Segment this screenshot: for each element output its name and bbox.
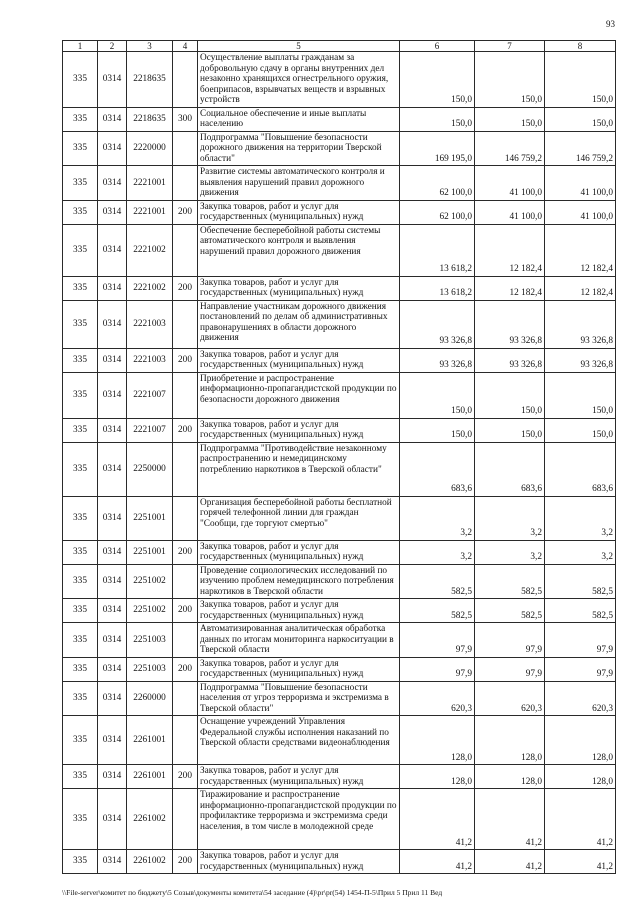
cell-code-expense-type <box>173 224 198 276</box>
cell-amount-year-3: 3,2 <box>545 496 616 540</box>
cell-code-expense-type: 200 <box>173 540 198 564</box>
cell-description: Закупка товаров, работ и услуг для государственных (муниципальных) нужд <box>198 348 400 372</box>
cell-amount-year-2: 12 182,4 <box>475 224 545 276</box>
cell-description: Социальное обеспечение и иные выплаты населению <box>198 107 400 131</box>
cell-description: Подпрограмма "Повышение безопасности населения от угроз терроризма и экстремизма в Тверской области" <box>198 681 400 716</box>
cell-amount-year-3: 683,6 <box>545 442 616 496</box>
cell-code-target: 2261001 <box>127 716 173 765</box>
cell-description: Закупка товаров, работ и услуг для государственных (муниципальных) нужд <box>198 765 400 789</box>
cell-code-expense-type <box>173 442 198 496</box>
page-number: 93 <box>606 19 615 29</box>
cell-code-target: 2251001 <box>127 540 173 564</box>
cell-code-admin: 335 <box>63 418 98 442</box>
cell-description: Закупка товаров, работ и услуг для государственных (муниципальных) нужд <box>198 850 400 874</box>
cell-code-section: 0314 <box>98 599 127 623</box>
cell-amount-year-1: 150,0 <box>400 418 475 442</box>
table-row <box>63 765 616 789</box>
table-row <box>63 716 616 765</box>
cell-amount-year-2: 12 182,4 <box>475 276 545 300</box>
cell-amount-year-3: 97,9 <box>545 623 616 658</box>
cell-amount-year-2: 128,0 <box>475 765 545 789</box>
cell-amount-year-2: 41,2 <box>475 789 545 850</box>
cell-description: Закупка товаров, работ и услуг для государственных (муниципальных) нужд <box>198 418 400 442</box>
cell-code-section: 0314 <box>98 789 127 850</box>
cell-code-admin: 335 <box>63 540 98 564</box>
cell-amount-year-1: 683,6 <box>400 442 475 496</box>
cell-code-section: 0314 <box>98 442 127 496</box>
cell-code-admin: 335 <box>63 52 98 108</box>
table-row <box>63 623 616 658</box>
cell-description: Закупка товаров, работ и услуг для государственных (муниципальных) нужд <box>198 657 400 681</box>
cell-amount-year-3: 97,9 <box>545 657 616 681</box>
cell-amount-year-3: 582,5 <box>545 564 616 599</box>
cell-code-target: 2251003 <box>127 623 173 658</box>
cell-code-admin: 335 <box>63 276 98 300</box>
cell-amount-year-1: 3,2 <box>400 540 475 564</box>
cell-code-section: 0314 <box>98 623 127 658</box>
cell-code-target: 2251001 <box>127 496 173 540</box>
cell-description: Приобретение и распространение информационно-пропагандистской продукции по безопасности дорожного движения <box>198 372 400 418</box>
cell-code-section: 0314 <box>98 300 127 348</box>
cell-code-admin: 335 <box>63 765 98 789</box>
cell-code-section: 0314 <box>98 657 127 681</box>
cell-description: Подпрограмма "Противодействие незаконному распространению и немедицинскому потреблению наркотиков в Тверской области" <box>198 442 400 496</box>
cell-amount-year-3: 41 100,0 <box>545 200 616 224</box>
cell-amount-year-2: 582,5 <box>475 599 545 623</box>
cell-amount-year-1: 3,2 <box>400 496 475 540</box>
cell-code-target: 2221001 <box>127 200 173 224</box>
cell-amount-year-1: 169 195,0 <box>400 131 475 166</box>
cell-description: Оснащение учреждений Управления Федеральной службы исполнения наказаний по Тверской области средствами видеонаблюдения <box>198 716 400 765</box>
cell-code-expense-type: 300 <box>173 107 198 131</box>
column-header: 7 <box>475 41 545 52</box>
cell-code-admin: 335 <box>63 131 98 166</box>
table-row <box>63 107 616 131</box>
cell-code-target: 2221003 <box>127 300 173 348</box>
cell-description: Проведение социологических исследований по изучению проблем немедицинского потребления наркотиков в Тверской области <box>198 564 400 599</box>
cell-code-expense-type <box>173 681 198 716</box>
cell-amount-year-2: 3,2 <box>475 540 545 564</box>
cell-amount-year-1: 93 326,8 <box>400 348 475 372</box>
cell-amount-year-3: 12 182,4 <box>545 276 616 300</box>
cell-amount-year-3: 41,2 <box>545 789 616 850</box>
cell-amount-year-1: 62 100,0 <box>400 200 475 224</box>
cell-amount-year-1: 150,0 <box>400 372 475 418</box>
cell-code-section: 0314 <box>98 765 127 789</box>
cell-amount-year-2: 683,6 <box>475 442 545 496</box>
cell-code-target: 2221003 <box>127 348 173 372</box>
cell-amount-year-1: 150,0 <box>400 107 475 131</box>
cell-code-expense-type <box>173 789 198 850</box>
cell-amount-year-1: 97,9 <box>400 623 475 658</box>
cell-code-admin: 335 <box>63 681 98 716</box>
cell-amount-year-1: 62 100,0 <box>400 166 475 201</box>
cell-amount-year-3: 146 759,2 <box>545 131 616 166</box>
table-row <box>63 372 616 418</box>
column-header: 1 <box>63 41 98 52</box>
column-header: 2 <box>98 41 127 52</box>
cell-code-section: 0314 <box>98 418 127 442</box>
cell-code-admin: 335 <box>63 789 98 850</box>
cell-amount-year-3: 582,5 <box>545 599 616 623</box>
cell-description: Закупка товаров, работ и услуг для государственных (муниципальных) нужд <box>198 276 400 300</box>
cell-code-admin: 335 <box>63 496 98 540</box>
cell-code-section: 0314 <box>98 540 127 564</box>
cell-code-target: 2261001 <box>127 765 173 789</box>
cell-code-admin: 335 <box>63 599 98 623</box>
cell-amount-year-1: 41,2 <box>400 789 475 850</box>
cell-amount-year-1: 41,2 <box>400 850 475 874</box>
cell-code-expense-type <box>173 716 198 765</box>
cell-code-section: 0314 <box>98 131 127 166</box>
table-row <box>63 52 616 108</box>
cell-amount-year-2: 146 759,2 <box>475 131 545 166</box>
cell-code-target: 2251002 <box>127 564 173 599</box>
cell-code-expense-type: 200 <box>173 418 198 442</box>
cell-code-expense-type: 200 <box>173 200 198 224</box>
cell-code-expense-type: 200 <box>173 657 198 681</box>
table-row <box>63 200 616 224</box>
cell-code-expense-type <box>173 496 198 540</box>
cell-amount-year-1: 150,0 <box>400 52 475 108</box>
cell-amount-year-2: 93 326,8 <box>475 300 545 348</box>
cell-amount-year-3: 93 326,8 <box>545 348 616 372</box>
table-row <box>63 540 616 564</box>
cell-description: Осуществление выплаты гражданам за добровольную сдачу в органы внутренних дел незаконно хранящихся огнестрельного оружия, боеприпасов, взрывчатых веществ и взрывных устройств <box>198 52 400 108</box>
cell-code-admin: 335 <box>63 166 98 201</box>
cell-code-target: 2221001 <box>127 166 173 201</box>
cell-code-section: 0314 <box>98 348 127 372</box>
cell-code-section: 0314 <box>98 52 127 108</box>
cell-description: Обеспечение бесперебойной работы системы автоматического контроля и выявления нарушений правил дорожного движения <box>198 224 400 276</box>
cell-amount-year-3: 150,0 <box>545 107 616 131</box>
table-row <box>63 166 616 201</box>
table-row <box>63 348 616 372</box>
cell-description: Закупка товаров, работ и услуг для государственных (муниципальных) нужд <box>198 540 400 564</box>
cell-code-admin: 335 <box>63 657 98 681</box>
table-row <box>63 681 616 716</box>
cell-amount-year-3: 150,0 <box>545 418 616 442</box>
cell-code-admin: 335 <box>63 850 98 874</box>
cell-code-expense-type <box>173 131 198 166</box>
cell-code-section: 0314 <box>98 850 127 874</box>
cell-amount-year-2: 93 326,8 <box>475 348 545 372</box>
cell-code-target: 2221007 <box>127 418 173 442</box>
cell-amount-year-2: 150,0 <box>475 372 545 418</box>
cell-code-target: 2218635 <box>127 52 173 108</box>
cell-amount-year-3: 620,3 <box>545 681 616 716</box>
column-header: 6 <box>400 41 475 52</box>
file-path-footer: \\File-server\комитет по бюджету\5 Созыв\документы комитета\54 заседание (4)\pr\pr(54) 1454-П-5\Прил 5 Прил 11 Вед <box>62 888 443 897</box>
cell-code-admin: 335 <box>63 716 98 765</box>
cell-code-expense-type <box>173 166 198 201</box>
cell-code-target: 2261002 <box>127 789 173 850</box>
cell-amount-year-1: 128,0 <box>400 716 475 765</box>
cell-code-admin: 335 <box>63 442 98 496</box>
cell-code-admin: 335 <box>63 224 98 276</box>
cell-amount-year-3: 93 326,8 <box>545 300 616 348</box>
cell-code-admin: 335 <box>63 348 98 372</box>
cell-code-section: 0314 <box>98 681 127 716</box>
budget-table <box>62 40 616 874</box>
cell-code-target: 2221007 <box>127 372 173 418</box>
table-row <box>63 657 616 681</box>
cell-code-section: 0314 <box>98 716 127 765</box>
column-header: 8 <box>545 41 616 52</box>
table-row <box>63 564 616 599</box>
cell-amount-year-3: 150,0 <box>545 52 616 108</box>
cell-description: Тиражирование и распространение информационно-пропагандистской продукции по профилактике терроризма и экстремизма среди населения, в том числе в молодежной среде <box>198 789 400 850</box>
cell-code-section: 0314 <box>98 372 127 418</box>
cell-code-target: 2251002 <box>127 599 173 623</box>
cell-code-target: 2260000 <box>127 681 173 716</box>
header-row <box>63 41 616 52</box>
cell-amount-year-3: 128,0 <box>545 716 616 765</box>
cell-code-expense-type <box>173 300 198 348</box>
cell-amount-year-2: 41 100,0 <box>475 200 545 224</box>
cell-description: Закупка товаров, работ и услуг для государственных (муниципальных) нужд <box>198 200 400 224</box>
cell-amount-year-2: 97,9 <box>475 623 545 658</box>
cell-amount-year-2: 150,0 <box>475 107 545 131</box>
cell-amount-year-2: 128,0 <box>475 716 545 765</box>
cell-amount-year-3: 3,2 <box>545 540 616 564</box>
table-row <box>63 496 616 540</box>
cell-amount-year-2: 3,2 <box>475 496 545 540</box>
cell-amount-year-2: 582,5 <box>475 564 545 599</box>
cell-code-expense-type: 200 <box>173 765 198 789</box>
cell-code-expense-type <box>173 372 198 418</box>
cell-description: Развитие системы автоматического контроля и выявления нарушений правил дорожного движения <box>198 166 400 201</box>
cell-code-target: 2218635 <box>127 107 173 131</box>
cell-amount-year-1: 93 326,8 <box>400 300 475 348</box>
cell-code-expense-type <box>173 623 198 658</box>
cell-code-expense-type: 200 <box>173 850 198 874</box>
table-row <box>63 789 616 850</box>
table-row <box>63 442 616 496</box>
cell-code-target: 2221002 <box>127 276 173 300</box>
table-row <box>63 300 616 348</box>
cell-code-target: 2251003 <box>127 657 173 681</box>
cell-code-expense-type <box>173 564 198 599</box>
cell-code-expense-type: 200 <box>173 348 198 372</box>
cell-code-admin: 335 <box>63 623 98 658</box>
cell-code-section: 0314 <box>98 200 127 224</box>
cell-code-expense-type <box>173 52 198 108</box>
table-row <box>63 599 616 623</box>
cell-amount-year-1: 582,5 <box>400 564 475 599</box>
table-row <box>63 418 616 442</box>
cell-amount-year-2: 150,0 <box>475 418 545 442</box>
cell-amount-year-3: 128,0 <box>545 765 616 789</box>
column-header: 4 <box>173 41 198 52</box>
cell-code-admin: 335 <box>63 564 98 599</box>
cell-amount-year-1: 582,5 <box>400 599 475 623</box>
cell-description: Направление участникам дорожного движения постановлений по делам об административных правонарушениях в области дорожного движения <box>198 300 400 348</box>
cell-amount-year-1: 13 618,2 <box>400 276 475 300</box>
cell-code-admin: 335 <box>63 200 98 224</box>
cell-description: Закупка товаров, работ и услуг для государственных (муниципальных) нужд <box>198 599 400 623</box>
cell-code-target: 2220000 <box>127 131 173 166</box>
table-body <box>63 52 616 874</box>
cell-amount-year-1: 13 618,2 <box>400 224 475 276</box>
cell-code-section: 0314 <box>98 276 127 300</box>
cell-description: Автоматизированная аналитическая обработка данных по итогам мониторинга наркоситуации в Тверской области <box>198 623 400 658</box>
cell-code-admin: 335 <box>63 300 98 348</box>
cell-amount-year-3: 12 182,4 <box>545 224 616 276</box>
table-row <box>63 131 616 166</box>
cell-code-target: 2261002 <box>127 850 173 874</box>
table-row <box>63 224 616 276</box>
cell-code-target: 2250000 <box>127 442 173 496</box>
cell-code-section: 0314 <box>98 224 127 276</box>
cell-code-section: 0314 <box>98 166 127 201</box>
cell-amount-year-1: 128,0 <box>400 765 475 789</box>
cell-amount-year-1: 620,3 <box>400 681 475 716</box>
cell-amount-year-2: 41 100,0 <box>475 166 545 201</box>
cell-amount-year-1: 97,9 <box>400 657 475 681</box>
cell-amount-year-3: 41 100,0 <box>545 166 616 201</box>
cell-code-admin: 335 <box>63 372 98 418</box>
column-header: 5 <box>198 41 400 52</box>
cell-code-expense-type: 200 <box>173 276 198 300</box>
cell-code-section: 0314 <box>98 564 127 599</box>
cell-description: Подпрограмма "Повышение безопасности дорожного движения на территории Тверской области" <box>198 131 400 166</box>
cell-amount-year-3: 41,2 <box>545 850 616 874</box>
cell-description: Организация бесперебойной работы бесплатной горячей телефонной линии для граждан "Сообщи, где торгуют смертью" <box>198 496 400 540</box>
cell-amount-year-2: 97,9 <box>475 657 545 681</box>
cell-code-admin: 335 <box>63 107 98 131</box>
table-row <box>63 850 616 874</box>
column-header: 3 <box>127 41 173 52</box>
cell-amount-year-2: 150,0 <box>475 52 545 108</box>
cell-amount-year-2: 620,3 <box>475 681 545 716</box>
cell-amount-year-3: 150,0 <box>545 372 616 418</box>
cell-code-section: 0314 <box>98 496 127 540</box>
cell-code-target: 2221002 <box>127 224 173 276</box>
cell-code-section: 0314 <box>98 107 127 131</box>
cell-amount-year-2: 41,2 <box>475 850 545 874</box>
cell-code-expense-type: 200 <box>173 599 198 623</box>
table-row <box>63 276 616 300</box>
